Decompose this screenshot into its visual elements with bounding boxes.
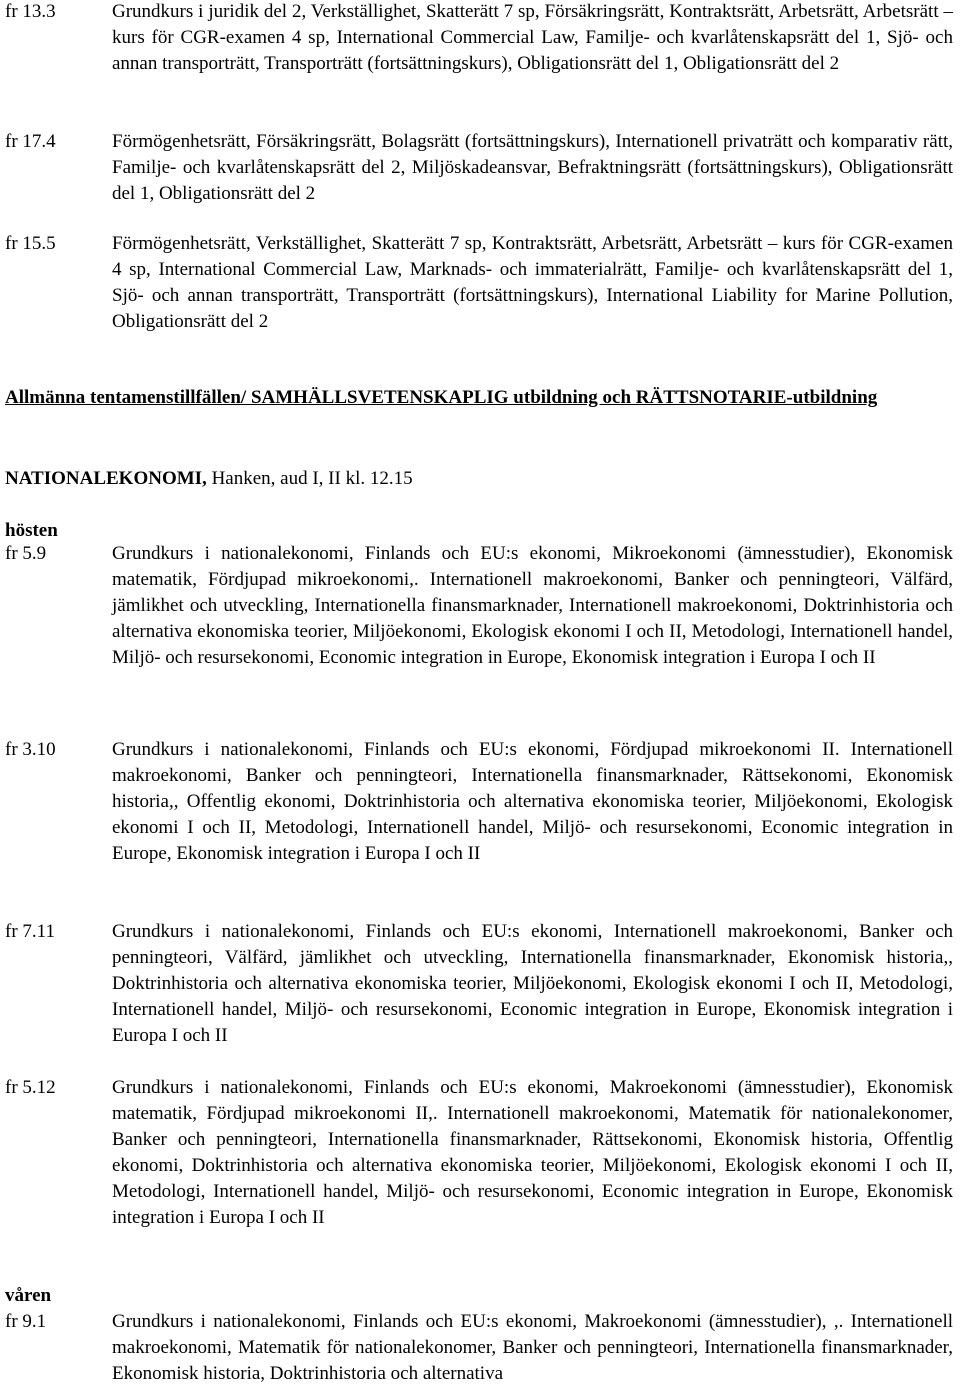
subject-line <box>5 466 953 492</box>
exam-date: fr 5.12 <box>5 1077 56 1098</box>
exam-courses: Förmögenhetsrätt, Försäkringsrätt, Bolagsrätt (fortsättningskurs), Internationell privaträtt och komparativ rätt, Familje- och kvarlåtenskapsrätt del 2, Miljöskadeansvar, Befraktningsrätt (fortsättningskurs), Obligationsrätt del 1, Obligationsrätt del 2 <box>112 131 953 204</box>
exam-date: fr 9.1 <box>5 1311 47 1332</box>
subject-name: NATIONALEKONOMI, <box>5 468 207 489</box>
exam-courses: Grundkurs i nationalekonomi, Finlands och EU:s ekonomi, Internationell makroekonomi, Banker och penningteori, Välfärd, jämlikhet och utveckling, Internationella finansmarknader, Ekonomisk historia,, Doktrinhistoria och alternativa ekonomiska teorier, Miljöekonomi, Ekologisk ekonomi I och II, Metodologi, Internationell handel, Miljö- och resursekonomi, Economic integration in Europe, Ekonomisk integration i Europa I och II <box>112 921 953 1046</box>
exam-courses: Grundkurs i nationalekonomi, Finlands och EU:s ekonomi, Makroekonomi (ämnesstudier), Ekonomisk matematik, Fördjupad mikroekonomi II,. Internationell makroekonomi, Matematik för nationalekonomer, Banker och penningteori, Internationella finansmarknader, Rättsekonomi, Ekonomisk historia, Offentlig ekonomi, Doktrinhistoria och alternativa ekonomiska teorier, Miljöekonomi, Ekologisk ekonomi I och II, Metodologi, Internationell handel, Miljö- och resursekonomi, Economic integration in Europe, Ekonomisk integration i Europa I och II <box>112 1077 953 1228</box>
exam-date: fr 3.10 <box>5 739 56 760</box>
exam-courses: Grundkurs i nationalekonomi, Finlands och EU:s ekonomi, Fördjupad mikroekonomi II. Internationell makroekonomi, Banker och penningteori, Internationella finansmarknader, Rättsekonomi, Ekonomisk historia,, Offentlig ekonomi, Doktrinhistoria och alternativa ekonomiska teorier, Miljöekonomi, Ekologisk ekonomi I och II, Metodologi, Internationell handel, Miljö- och resursekonomi, Economic integration in Europe, Ekonomisk integration i Europa I och II <box>112 739 953 864</box>
subject-details: Hanken, aud I, II kl. 12.15 <box>211 468 413 489</box>
exam-courses: Grundkurs i juridik del 2, Verkställighet, Skatterätt 7 sp, Försäkringsrätt, Kontraktsrätt, Arbetsrätt, Arbetsrätt – kurs för CGR-examen 4 sp, International Commercial Law, Familje- och kvarlåtenskapsrätt del 1, Sjö- och annan transporträtt, Transporträtt (fortsättningskurs), Obligationsrätt del 1, Obligationsrätt del 2 <box>112 1 953 74</box>
exam-date: fr 15.5 <box>5 233 56 254</box>
exam-date: fr 5.9 <box>5 543 47 564</box>
exam-date: fr 7.11 <box>5 921 55 942</box>
exam-courses: Förmögenhetsrätt, Verkställighet, Skatterätt 7 sp, Kontraktsrätt, Arbetsrätt, Arbetsrätt – kurs för CGR-examen 4 sp, International Commercial Law, Marknads- och immaterialrätt, Familje- och kvarlåtenskapsrätt del 1, Sjö- och annan transporträtt, Transporträtt (fortsättningskurs), International Liability for Marine Pollution, Obligationsrätt del 2 <box>112 233 953 332</box>
exam-date: fr 13.3 <box>5 1 56 22</box>
season-label-spring: våren <box>5 1285 52 1306</box>
season-label-autumn: hösten <box>5 520 58 541</box>
exam-courses: Grundkurs i nationalekonomi, Finlands och EU:s ekonomi, Makroekonomi (ämnesstudier), ,. Internationell makroekonomi, Matematik för nationalekonomer, Banker och penningteori, Internationella finansmarknader, Ekonomisk historia, Doktrinhistoria och alternativa <box>112 1311 953 1384</box>
section-heading: Allmänna tentamenstillfällen/ SAMHÄLLSVETENSKAPLIG utbildning och RÄTTSNOTARIE-utbildning <box>5 387 878 408</box>
exam-date: fr 17.4 <box>5 131 56 152</box>
exam-courses: Grundkurs i nationalekonomi, Finlands och EU:s ekonomi, Mikroekonomi (ämnesstudier), Ekonomisk matematik, Fördjupad mikroekonomi,. Internationell makroekonomi, Banker och penningteori, Välfärd, jämlikhet och utveckling, Internationella finansmarknader, Internationell makroekonomi, Doktrinhistoria och alternativa ekonomiska teorier, Miljöekonomi, Ekologisk ekonomi I och II, Metodologi, Internationell handel, Miljö- och resursekonomi, Economic integration in Europe, Ekonomisk integration i Europa I och II <box>112 543 953 668</box>
